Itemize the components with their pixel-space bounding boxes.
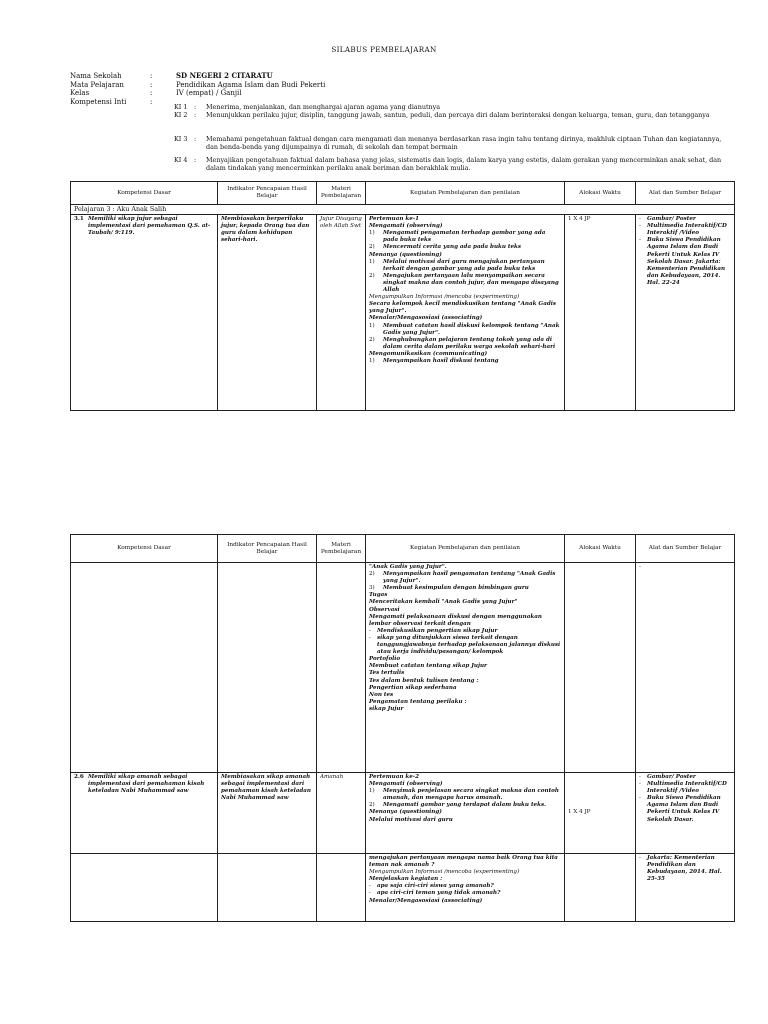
bullet: - <box>639 216 641 223</box>
bullet: - <box>639 223 641 230</box>
activity-text: Pertemuan ke-1 <box>369 216 419 223</box>
column-header: Materi Pembelajaran <box>317 182 366 205</box>
item-text: apa saja ciri-ciri siswa yang amanah? <box>377 883 494 890</box>
indikator-cell: Membiasakan sikap amanah sebagai implementasi dari pemahaman kisah keteladan Nabi Muhammad saw <box>218 773 317 854</box>
activity-text: Pengertian sikap sederhana <box>369 684 457 691</box>
alat-sumber-cell <box>636 773 735 854</box>
item-text: Menyampaikan hasil pengamatan tentang "Anak Gadis yang Jujur". <box>383 571 556 585</box>
alokasi-waktu-cell <box>565 854 636 922</box>
resource-text: Buku Siswa Pendidikan Agama Islam dan Budi Pekerti Untuk Kelas IV Sekolah Dasar. <box>647 795 721 823</box>
item-marker: 3) <box>369 585 375 592</box>
item-marker: 1) <box>369 258 375 265</box>
column-header: Kegiatan Pembelajaran dan penilaian <box>366 535 565 563</box>
activity-text: Tes dalam bentuk tulisan tentang : <box>369 677 479 684</box>
activity-text: Mengomunikasikan (communicating) <box>369 350 488 357</box>
item-text: Menyampaikan hasil diskusi tentang <box>383 357 499 364</box>
item-marker: 2) <box>369 272 375 279</box>
item-marker: 1) <box>369 322 375 329</box>
activity-text: Menjelaskan kegiatan : <box>369 876 443 883</box>
item-marker: - <box>369 634 371 641</box>
activity-text: Tes tertulis <box>369 670 405 677</box>
kompetensi-dasar-cell <box>71 215 218 411</box>
bullet: - <box>639 795 641 802</box>
page-title: SILABUS PEMBELAJARAN <box>331 45 437 54</box>
activity-text: Menalar/Mengasosiasi (associating) <box>369 897 483 904</box>
column-header: Kegiatan Pembelajaran dan penilaian <box>366 182 565 205</box>
kegiatan-cell <box>366 563 565 773</box>
lesson-title: Pelajaran 3 : Aku Anak Salih <box>71 205 735 215</box>
ki-colon: : <box>194 156 197 164</box>
table-row <box>71 563 735 773</box>
activity-item <box>369 230 561 244</box>
info-row <box>70 89 735 98</box>
item-marker: 1) <box>369 788 375 795</box>
activity-item <box>369 628 561 635</box>
alokasi-waktu-cell: 1 X 4 JP <box>565 773 636 854</box>
item-text: Menyimak penjelasan secara singkat makna dan contoh amanah, dan mengapa harus amanah. <box>383 788 559 802</box>
item-text: Membuat kesimpulan dengan bimbingan guru <box>383 585 529 592</box>
info-row <box>70 81 735 90</box>
materi-cell <box>317 854 366 922</box>
info-value: IV (empat) / Ganjil <box>176 89 242 98</box>
activity-text: Mengamati (observing) <box>369 781 443 788</box>
activity-text: Pengamatan tentang perilaku : <box>369 698 467 705</box>
activity-item <box>369 337 561 351</box>
resource-item <box>639 855 731 883</box>
ki-code: KI 2 <box>174 111 188 119</box>
info-value: SD NEGERI 2 CITARATU <box>176 71 273 80</box>
kegiatan-cell <box>366 215 565 411</box>
ki-colon: : <box>194 103 197 111</box>
activity-item <box>369 571 561 585</box>
resource-item <box>639 216 731 223</box>
indikator-cell: Membiasakan berperilaku jujur, kepada Orang tua dan guru dalam kehidupan sehari-hari. <box>218 215 317 411</box>
kegiatan-cell <box>366 854 565 922</box>
ki-text: Menunjukkan perilaku jujur, disiplin, tanggung jawab, santun, peduli, dan percaya diri dalam berinteraksi dengan keluarga, teman, guru, dan tetangganya <box>206 111 710 119</box>
activity-item <box>369 788 561 802</box>
activity-text: Menanya (questioning) <box>369 251 442 258</box>
item-marker: - <box>369 627 371 634</box>
item-text: Mengamati gambar yang terdapat dalam buku teks. <box>383 802 547 809</box>
activity-text: Portofolio <box>369 656 401 663</box>
alokasi-waktu-cell: 1 X 4 JP <box>565 215 636 411</box>
item-text: Mengamati pengamatan terhadap gambar yang ada pada buku teks <box>383 230 546 244</box>
activity-heading: Mengumpulkan Informasi /mencoba (experimenting) <box>369 294 520 301</box>
ki-item <box>174 136 734 152</box>
activity-text: Pertemuan ke-2 <box>369 774 419 780</box>
activity-text: sikap Jujur <box>369 705 404 712</box>
kompetensi-dasar-cell <box>71 773 218 854</box>
item-text: Mengajukan pertanyaan lalu menyampaikan secara singkat makna dan contoh jujur, dan mengapa disayang Allah <box>383 272 559 294</box>
kompetensi-dasar-cell <box>71 854 218 922</box>
column-header: Kompetensi Dasar <box>71 182 218 205</box>
bullet: - <box>639 855 641 861</box>
activity-item <box>369 259 561 273</box>
resource-item <box>639 781 731 795</box>
column-header: Alokasi Waktu <box>565 182 636 205</box>
kegiatan-cell <box>366 773 565 854</box>
table-row <box>71 773 735 854</box>
ki-colon: : <box>194 111 197 119</box>
activity-item <box>369 358 561 365</box>
item-marker: 2) <box>369 802 375 809</box>
indikator-cell <box>218 854 317 922</box>
materi-cell <box>317 563 366 773</box>
activity-item <box>369 244 561 251</box>
table-header-row <box>71 182 735 205</box>
kd-text: Memiliki sikap amanah sebagai implementasi dari pemahaman kisah keteladan Nabi Muhammad saw <box>88 774 205 795</box>
activity-item <box>369 883 561 890</box>
column-header: Alat dan Sumber Belajar <box>636 535 735 563</box>
bullet: - <box>639 237 641 244</box>
info-label: Nama Sekolah <box>70 72 122 80</box>
ki-item <box>174 112 734 120</box>
activity-text: mengajukan pertanyaan mengapa nama baik Orang tua kita teman nak amanah ? <box>369 855 558 869</box>
column-header: Indikator Pencapaian Hasil Belajar <box>218 535 317 563</box>
item-text: Menghubungkan pelajaran tentang tokoh yang ada di dalam cerita dalam perilaku warga sekolah sehari-hari <box>383 336 556 350</box>
kompetensi-dasar-cell <box>71 563 218 773</box>
ki-text: Menerima, menjalankan, dan menghargai ajaran agama yang dianutnya <box>206 103 441 111</box>
activity-text: Tugas <box>369 592 388 599</box>
resource-text: Jakarta: Kementerian Pendidikan dan Kebudayaan, 2014. Hal. 25-35 <box>647 855 722 883</box>
item-marker: 1) <box>369 357 375 364</box>
resource-item <box>639 795 731 823</box>
item-text: Mendiskusikan pengertian sikap Jujur <box>377 627 498 634</box>
ki-item <box>174 157 734 173</box>
table-row <box>71 215 735 411</box>
table-header-row <box>71 535 735 563</box>
activity-text: Menceritakan kembali "Anak Gadis yang Jujur" <box>369 599 518 606</box>
resource-item <box>639 237 731 287</box>
activity-text: Mengamati (observing) <box>369 223 443 230</box>
column-header: Materi Pembelajaran <box>317 535 366 563</box>
resource-text: Multimedia Interaktif/CD Interaktif /Video <box>647 223 727 237</box>
item-marker: - <box>369 883 371 890</box>
activity-text: Menanya (questioning) <box>369 809 442 816</box>
column-header: Alat dan Sumber Belajar <box>636 182 735 205</box>
syllabus-table-2 <box>70 534 735 922</box>
kd-number: 2.6 <box>74 774 84 780</box>
activity-text: Observasi <box>369 606 400 613</box>
item-marker: 2) <box>369 336 375 343</box>
alat-sumber-cell <box>636 854 735 922</box>
item-marker: 1) <box>369 230 375 237</box>
item-text: Membuat catatan hasil diskusi kelompok tentang "Anak Gadis yang Jujur". <box>383 322 560 336</box>
info-colon: : <box>150 89 153 98</box>
info-row <box>70 72 735 81</box>
item-marker: 2) <box>369 571 375 578</box>
info-colon: : <box>150 80 153 89</box>
column-header: Indikator Pencapaian Hasil Belajar <box>218 182 317 205</box>
activity-heading: Mengumpulkan Informasi /mencoba (experimenting) <box>369 869 520 876</box>
item-text: Melalui motivasi dari guru mengajukan pertanyaan terkait dengan gambar yang ada pada buku teks <box>383 258 545 272</box>
column-header: Alokasi Waktu <box>565 535 636 563</box>
kd-text: Memiliki sikap jujur sebagai implementasi dari pemahaman Q.S. at-Taubah/ 9:119. <box>88 216 211 237</box>
ki-colon: : <box>194 135 197 143</box>
bullet: - <box>639 774 641 780</box>
info-colon: : <box>150 97 153 106</box>
activity-text: Secara kelompok kecil mendiskusikan tentang "Anak Gadis yang Jujur". <box>369 301 557 315</box>
resource-item <box>639 774 731 781</box>
activity-text: Mengamati pelaksanaan diskusi dengan menggunakan lembar observasi terkait dengan <box>369 613 542 627</box>
alat-sumber-cell <box>636 215 735 411</box>
resource-text: Buku Siswa Pendidikan Agama Islam dan Budi Pekerti Untuk Kelas IV Sekolah Dasar. Jakarta: Kementerian Pendidikan dan Kebudayaan, 2014. Hal. 22-24 <box>647 237 726 286</box>
resource-text: Gambar/ Poster <box>647 774 696 780</box>
resource-text: Gambar/ Poster <box>647 216 696 223</box>
activity-text: "Anak Gadis yang Jujur". <box>369 564 447 570</box>
alokasi-waktu-cell <box>565 563 636 773</box>
ki-text: Menyajikan pengetahuan faktual dalam bahasa yang jelas, sistematis dan logis, dalam karya yang estetis, dalam gerakan yang mencerminkan anak sehat, dan dalam tindakan yang mencerminkan perilaku anak beriman dan berakhlak mulia. <box>206 156 722 172</box>
resource-item <box>639 223 731 237</box>
info-colon: : <box>150 72 153 80</box>
info-label: Mata Pelajaran <box>70 80 124 89</box>
activity-text: Non tes <box>369 691 394 698</box>
item-marker: 2) <box>369 244 375 251</box>
item-marker: - <box>369 890 371 897</box>
indikator-cell <box>218 563 317 773</box>
ki-code: KI 3 <box>174 135 188 143</box>
ki-code: KI 1 <box>174 103 188 111</box>
activity-text: Membuat catatan tentang sikap Jujur <box>369 663 487 670</box>
syllabus-table-1 <box>70 181 735 411</box>
lesson-row <box>71 205 735 215</box>
activity-text: Melalui motivasi dari guru <box>369 816 453 823</box>
item-text: apa ciri-ciri teman yang tidak amanah? <box>377 890 501 897</box>
activity-item <box>369 585 561 592</box>
column-header: Kompetensi Dasar <box>71 535 218 563</box>
activity-item <box>369 890 561 897</box>
activity-item <box>369 323 561 337</box>
materi-cell: Amanah <box>317 773 366 854</box>
kd-number: 3.1 <box>74 216 84 223</box>
ki-text: Memahami pengetahuan faktual dengan cara mengamati dan menanya berdasarkan rasa ingin tahu tentang dirinya, makhluk ciptaan Tuhan dan kegiatannya, dan benda-benda yang dijumpainya di rumah, di sekolah dan tempat bermain <box>206 135 722 151</box>
info-label: Kompetensi Inti <box>70 97 127 106</box>
materi-cell: Jujur Disayang oleh Allah Swt <box>317 215 366 411</box>
bullet: - <box>639 781 641 788</box>
info-label: Kelas <box>70 89 90 98</box>
alat-sumber-cell: - <box>636 563 735 773</box>
activity-text: Menalar/Mengasosiasi (associating) <box>369 315 483 322</box>
table-row <box>71 854 735 922</box>
activity-item <box>369 273 561 294</box>
resource-text: Multimedia Interaktif/CD Interaktif /Video <box>647 781 727 795</box>
item-text: sikap yang ditunjukkan siswa terkait dengan tanggungjawabnya terhadap pelaksanaan jalannya diskusi atau kerja individu/pasangan/ kelompok <box>377 634 561 656</box>
ki-code: KI 4 <box>174 156 188 164</box>
info-value: Pendidikan Agama Islam dan Budi Pekerti <box>176 80 326 89</box>
item-text: Mencermati cerita yang ada pada buku teks <box>383 244 522 251</box>
school-info <box>70 72 735 106</box>
activity-item <box>369 635 561 656</box>
